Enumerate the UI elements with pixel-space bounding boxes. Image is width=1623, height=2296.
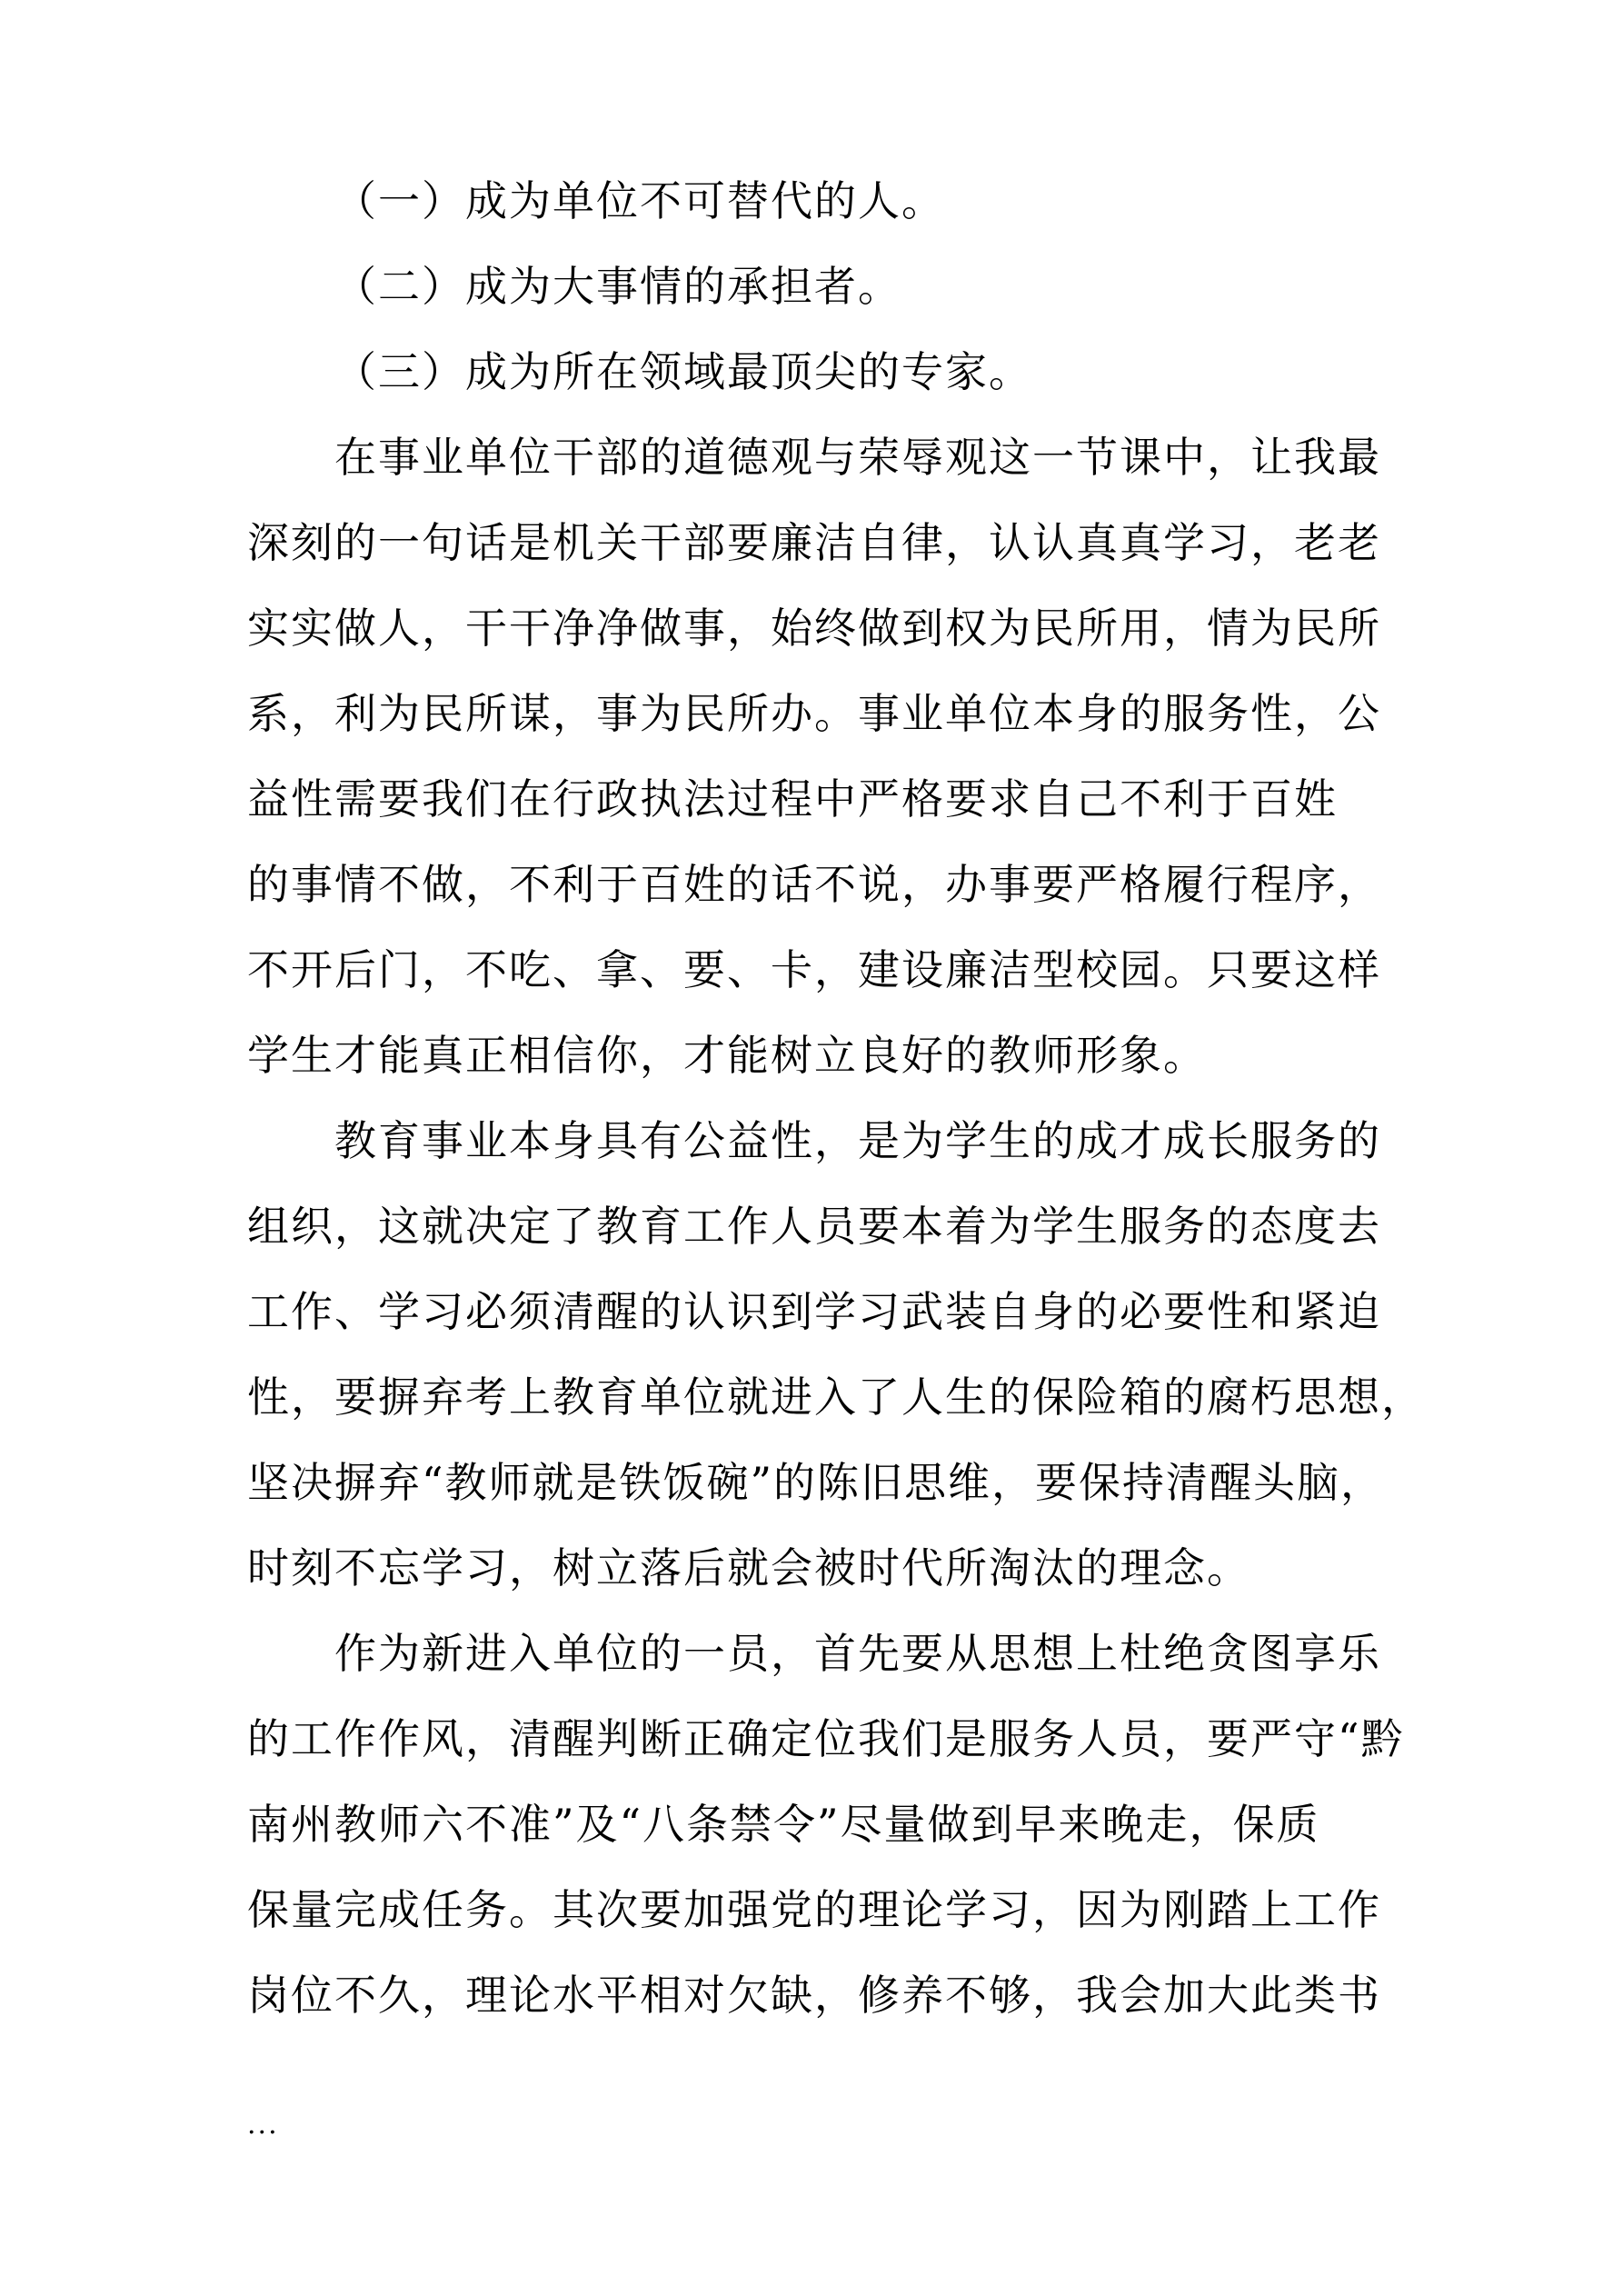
paragraph-line: 组织，这就决定了教育工作人员要本着为学生服务的态度去 [247,1202,1381,1251]
paragraph-line: 教育事业本身具有公益性，是为学生的成才成长服务的 [334,1116,1381,1165]
paragraph-line: 坚决摒弃“教师就是铁饭碗”的陈旧思维，要保持清醒头脑， [247,1458,1385,1507]
continuation-ellipsis: ... [247,2109,279,2141]
paragraph-line: 南州教师六不准”及“八条禁令”尽量做到早来晚走，保质 [247,1800,1320,1849]
paragraph-line: 实实做人，干干净净做事，始终做到权为民所用，情为民所 [247,604,1381,653]
document-body [247,158,1425,2038]
list-item-one: （一）成为单位不可替代的人。 [334,176,945,225]
paragraph-line: 作为新进入单位的一员，首先要从思想上杜绝贪图享乐 [334,1629,1381,1678]
paragraph-line: 不开后门，不吃、拿、要、卡，建设廉洁型校园。只要这样 [247,945,1381,994]
list-item-three: （三）成为所在领域最顶尖的专家。 [334,347,1032,396]
paragraph-line: 的事情不做，不利于百姓的话不说，办事要严格履行程序， [247,860,1381,909]
paragraph-line: 保量完成任务。其次要加强党的理论学习，因为刚踏上工作 [247,1885,1381,1934]
paragraph-line: 益性需要我们在行政执法过程中严格要求自己不利于百姓 [247,774,1338,824]
paragraph-line: 的工作作风，清醒判断正确定位我们是服务人员，要严守“黔 [247,1714,1405,1763]
paragraph-line: 深刻的一句话是机关干部要廉洁自律，认认真真学习，老老 [247,518,1381,567]
paragraph-line: 工作、学习必须清醒的认识到学习武装自身的必要性和紧迫 [247,1287,1381,1336]
paragraph-line: 性，要摒弃考上教育单位就进入了人生的保险箱的腐朽思想， [247,1373,1425,1422]
paragraph-line: 学生才能真正相信你，才能树立良好的教师形象。 [247,1031,1207,1080]
list-item-two: （二）成为大事情的承担者。 [334,262,901,311]
paragraph-line: 系，利为民所谋，事为民所办。事业单位本身的服务性，公 [247,689,1381,738]
paragraph-line: 在事业单位干部的道德观与荣辱观这一节课中，让我最 [334,433,1381,482]
paragraph-line: 岗位不久，理论水平相对欠缺，修养不够，我会加大此类书 [247,1971,1381,2020]
paragraph-line: 时刻不忘学习，树立落后就会被时代所淘汰的理念。 [247,1543,1250,1592]
